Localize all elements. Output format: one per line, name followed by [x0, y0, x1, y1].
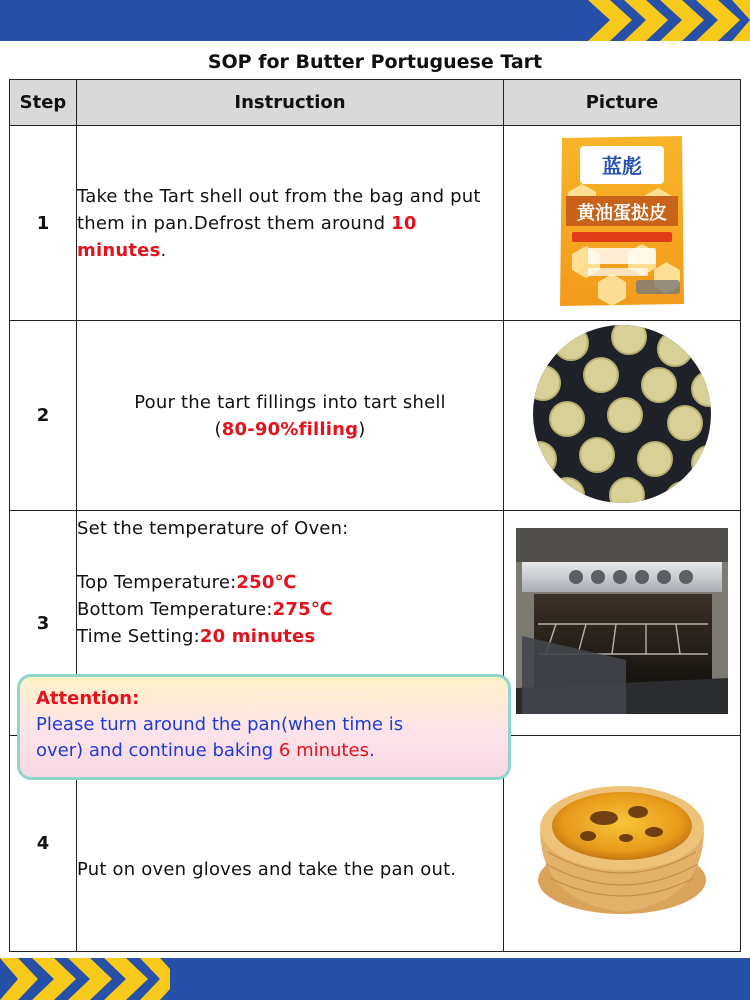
attention-line-1: Please turn around the pan(when time is [36, 714, 404, 735]
header-instruction: Instruction [77, 80, 504, 126]
tart-pan-image [531, 323, 713, 505]
attention-text: over) and continue baking [36, 740, 279, 761]
table-header-row [10, 80, 741, 126]
attention-highlight: 6 minutes [278, 740, 369, 761]
step-picture [504, 736, 741, 952]
step-instruction: Put on oven gloves and take the pan out. [77, 736, 504, 952]
table-row [10, 321, 741, 511]
oven-image [516, 528, 728, 714]
bottom-temperature [77, 596, 503, 623]
step-number: 4 [10, 736, 77, 952]
step-number: 2 [10, 321, 77, 511]
bottom-banner [0, 958, 750, 1000]
instruction-text: Pour the tart fillings into tart shell [134, 391, 446, 413]
time-setting [77, 623, 503, 650]
bottom-temperature-value: 275℃ [272, 599, 333, 620]
chevron-arrows-icon [588, 0, 750, 41]
instruction-text: Take the Tart shell out from the bag and put them in pan.Defrost them around [77, 185, 481, 234]
instruction-highlight: 80-90%filling [221, 418, 359, 440]
package-product: 黄油蛋挞皮 [577, 203, 667, 224]
instruction-text: ( [214, 418, 222, 440]
instruction-text: Time Setting: [77, 626, 200, 647]
step-picture [504, 321, 741, 511]
package-brand: 蓝彪 [602, 154, 642, 178]
page-title: SOP for Butter Portuguese Tart [207, 51, 543, 73]
step-instruction [77, 321, 504, 511]
step-instruction [77, 126, 504, 321]
time-setting-value: 20 minutes [199, 626, 316, 647]
attention-callout [17, 674, 511, 780]
instruction-highlight: 10 minutes [77, 212, 417, 261]
instruction-text: Bottom Temperature: [77, 599, 273, 620]
top-banner [0, 0, 750, 41]
step-picture [504, 511, 741, 736]
instruction-filling [77, 416, 503, 443]
sop-table [9, 79, 741, 952]
header-picture: Picture [504, 80, 741, 126]
attention-line-2 [36, 738, 508, 764]
attention-text: . [368, 740, 375, 761]
instruction-text: Top Temperature: [77, 572, 237, 593]
step-number: 1 [10, 126, 77, 321]
attention-label: Attention: [36, 688, 140, 709]
top-temperature [77, 569, 503, 596]
tart-shell-package-image [558, 132, 686, 310]
top-temperature-value: 250℃ [236, 572, 297, 593]
table-row [10, 126, 741, 321]
egg-tart-image [534, 762, 710, 922]
step-picture [504, 126, 741, 321]
header-step: Step [10, 80, 77, 126]
step-number: 3 [10, 511, 77, 736]
instruction-text: ) [358, 418, 366, 440]
instruction-text: Set the temperature of Oven: [77, 518, 349, 539]
instruction-text: . [160, 239, 167, 261]
chevron-arrows-icon [0, 958, 170, 1000]
